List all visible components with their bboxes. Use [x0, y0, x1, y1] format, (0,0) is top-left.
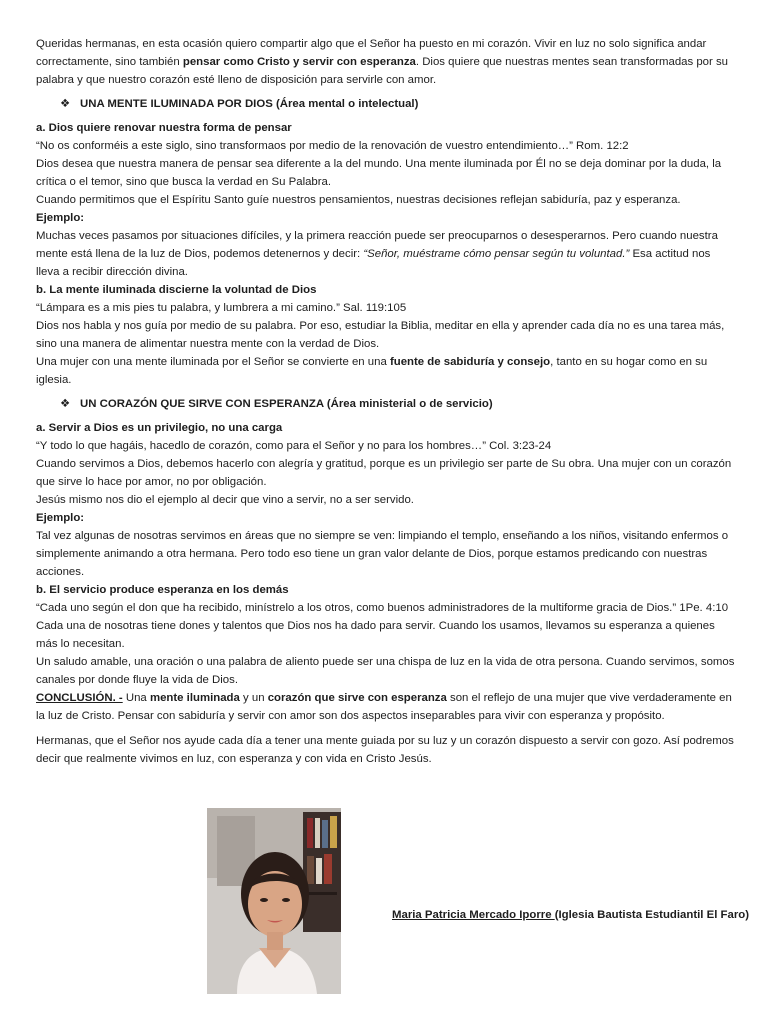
paragraph: Cuando permitimos que el Espíritu Santo guíe nuestros pensamientos, nuestras decisiones reflejan sabiduría, paz y esperanza. — [36, 194, 681, 206]
verse-romans: “No os conforméis a este siglo, sino transformaos por medio de la renovación de vuestro entendimiento…” Rom. 12:2 — [36, 140, 629, 152]
verse-colossians: “Y todo lo que hagáis, hacedlo de corazón, como para el Señor y no para los hombres…” Col. 3:23-24 — [36, 440, 552, 452]
paragraph: Dios desea que nuestra manera de pensar sea diferente a la del mundo. Una mente iluminada por Él no se deja dominar por la duda, la crítica o el temor, sino que busca la verdad en Su Palabra. — [36, 158, 722, 188]
section-heading-heart: ❖ UN CORAZÓN QUE SIRVE CON ESPERANZA (Área ministerial o de servicio) — [60, 395, 736, 413]
example-paragraph: Muchas veces pasamos por situaciones difíciles, y la primera reacción puede ser preocuparnos o desesperarnos. Pero cuando nuestra mente está llena de la luz de Dios, podemos detenernos y decir: “Señor, muéstrame cómo pensar según tu voluntad.” Esa actitud nos lleva a recibir dirección divina. — [36, 230, 718, 278]
paragraph: Dios nos habla y nos guía por medio de su palabra. Por eso, estudiar la Biblia, meditar en ella y aprender cada día no es una tarea más, sino una manera de alimentar nuestra mente con la verdad de Dios. — [36, 320, 725, 350]
subheading-discern-will: b. La mente iluminada discierne la voluntad de Dios — [36, 284, 317, 296]
paragraph: Jesús mismo nos dio el ejemplo al decir que vino a servir, no a ser servido. — [36, 494, 414, 506]
section-heading-mind: ❖ UNA MENTE ILUMINADA POR DIOS (Área mental o intelectual) — [60, 95, 736, 113]
example-label: Ejemplo: — [36, 512, 85, 524]
paragraph: Un saludo amable, una oración o una palabra de aliento puede ser una chispa de luz en la vida de otra persona. Cuando servimos, somos canales por donde fluye la vida de Dios. — [36, 656, 735, 686]
verse-psalm: “Lámpara es a mis pies tu palabra, y lumbrera a mi camino.” Sal. 119:105 — [36, 302, 407, 314]
author-signature — [392, 906, 749, 924]
verse-1peter: “Cada uno según el don que ha recibido, minístrelo a los otros, como buenos administradores de la multiforme gracia de Dios.” 1Pe. 4:10 — [36, 602, 729, 614]
portrait-image — [207, 808, 341, 994]
diamond-bullet-icon: ❖ — [60, 98, 71, 110]
paragraph: Cada una de nosotras tiene dones y talentos que Dios nos ha dado para servir. Cuando los usamos, llevamos su esperanza a quienes más lo necesitan. — [36, 620, 715, 650]
example-paragraph: Tal vez algunas de nosotras servimos en áreas que no siempre se ven: limpiando el templo, enseñando a los niños, visitando enfermos o simplemente animando a otra hermana. Pero todo eso tiene un gran valor delante de Dios, porque estamos predicando con nuestras acciones. — [36, 530, 729, 578]
author-photo — [207, 808, 341, 994]
subheading-renew-thinking: a. Dios quiere renovar nuestra forma de pensar — [36, 122, 292, 134]
paragraph: Una mujer con una mente iluminada por el Señor se convierte en una fuente de sabiduría y consejo, tanto en su hogar como en su iglesia. — [36, 356, 708, 386]
subheading-service-hope: b. El servicio produce esperanza en los demás — [36, 584, 289, 596]
conclusion-label: CONCLUSIÓN. - — [36, 692, 123, 704]
author-name: Maria Patricia Mercado Iporre — [392, 909, 555, 921]
closing-paragraph: Hermanas, que el Señor nos ayude cada día a tener una mente guiada por su luz y un corazón dispuesto a servir con gozo. Así podremos decir que realmente vivimos en luz, con esperanza y con vida en Cristo Jesús. — [36, 735, 734, 765]
document-body — [36, 35, 736, 768]
intro-paragraph: Queridas hermanas, en esta ocasión quiero compartir algo que el Señor ha puesto en mi corazón. Vivir en luz no solo significa andar correctamente, sino también pensar como Cristo y servir con esperanza. Dios quiere que nuestras mentes sean transformadas por su palabra y que nuestro corazón esté lleno de disposición para servirle con amor. — [36, 38, 729, 86]
church-name: (Iglesia Bautista Estudiantil El Faro) — [554, 909, 750, 921]
subheading-privilege: a. Servir a Dios es un privilegio, no una carga — [36, 422, 283, 434]
paragraph: Cuando servimos a Dios, debemos hacerlo con alegría y gratitud, porque es un privilegio ser parte de Su obra. Una mujer con un corazón que sirve lo hace por amor, no por obligación. — [36, 458, 732, 488]
diamond-bullet-icon: ❖ — [60, 398, 71, 410]
example-label: Ejemplo: — [36, 212, 85, 224]
conclusion-paragraph: CONCLUSIÓN. - Una mente iluminada y un corazón que sirve con esperanza son el reflejo de una mujer que vive verdaderamente en la luz de Cristo. Pensar con sabiduría y servir con amor son dos aspectos inseparables para vivir con esperanza y propósito. — [36, 692, 732, 722]
